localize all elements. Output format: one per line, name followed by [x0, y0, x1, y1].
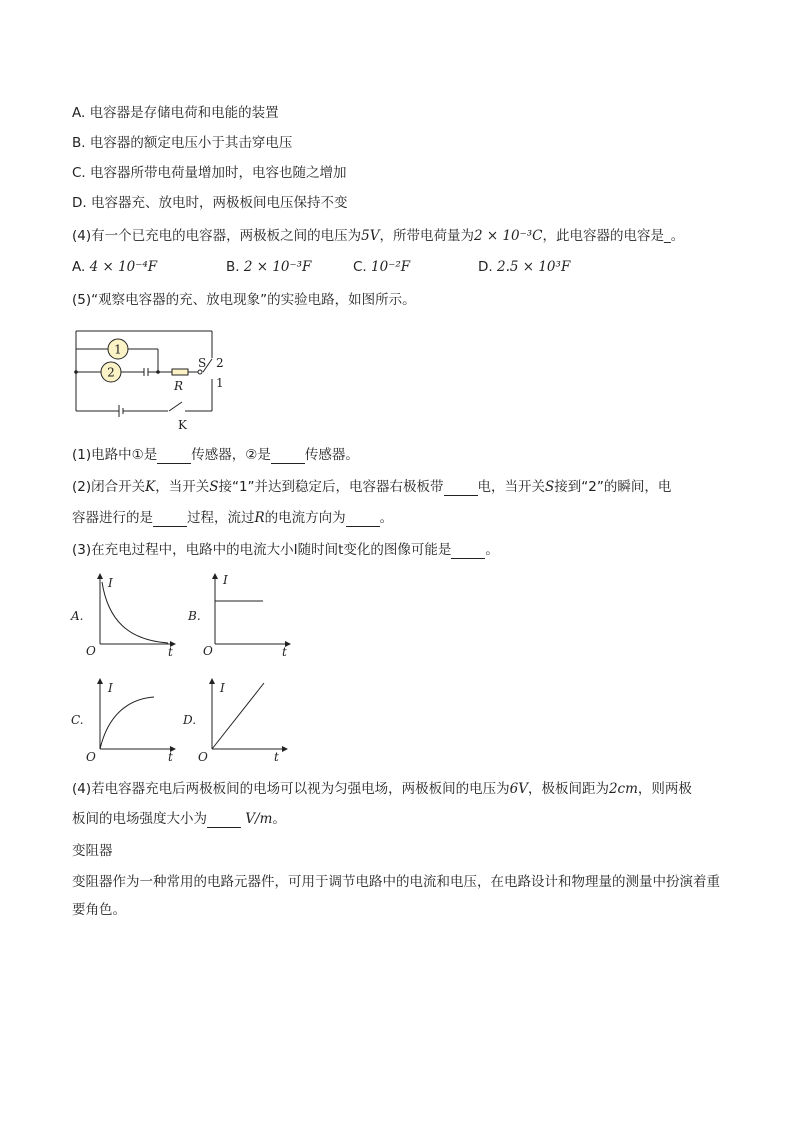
blank-2 — [271, 449, 305, 464]
sub-question-2-line-1: (2)闭合开关K，当开关S接“1”并达到稳定后，电容器右极板带 电，当开关S接到“2”的瞬间，电 — [72, 479, 672, 495]
graph-c — [68, 675, 183, 767]
section-title: 变阻器 — [72, 843, 113, 859]
section-body: 变阻器作为一种常用的电路元器件，可用于调节电路中的电流和电压，在电路设计和物理量的测量中扮演着重要角色。 — [72, 874, 720, 918]
curve-a — [102, 582, 168, 643]
sub-question-4-line-2: 板间的电场强度大小为 V/m。 — [72, 811, 286, 827]
switch-pos-2-label: 2 — [216, 356, 224, 370]
svg-text:C.: C. — [71, 713, 84, 727]
svg-text:O: O — [86, 750, 96, 764]
q4-option-d: D. 2.5 × 10³F — [478, 259, 571, 275]
curve-c — [100, 697, 154, 749]
question-4-stem — [72, 227, 684, 245]
circuit-diagram — [68, 325, 228, 433]
sub-question-1: (1)电路中①是 传感器，②是 传感器。 — [72, 447, 359, 463]
svg-text:D.: D. — [183, 713, 197, 727]
blank-5 — [346, 512, 380, 527]
svg-text:A.: A. — [71, 609, 84, 623]
sensor-2-label: 2 — [107, 365, 115, 380]
option-c: C. 电容器所带电荷量增加时，电容也随之增加 — [72, 165, 347, 181]
svg-text:O: O — [86, 644, 96, 658]
q4-option-b: B. 2 × 10⁻³F — [226, 259, 312, 275]
switch-k-label: K — [178, 418, 187, 432]
svg-text:I: I — [108, 681, 113, 695]
q4-charge: 2 × 10⁻³C — [473, 228, 543, 244]
sub-question-3: (3)在充电过程中，电路中的电流大小I随时间t变化的图像可能是 。 — [72, 542, 499, 558]
switch-pos-1-label: 1 — [216, 376, 224, 390]
q4-option-c: C. 10⁻²F — [353, 259, 411, 275]
resistor-r — [172, 369, 188, 375]
svg-text:O: O — [198, 750, 208, 764]
svg-text:I: I — [108, 576, 113, 590]
svg-text:t: t — [168, 750, 173, 764]
svg-text:t: t — [274, 750, 279, 764]
graph-b — [185, 570, 300, 662]
svg-text:t: t — [282, 645, 287, 659]
sensor-1-label: 1 — [114, 342, 122, 357]
blank-1 — [157, 449, 191, 464]
q4-stem-a: (4)有一个已充电的电容器，两极板之间的电压为 — [72, 228, 362, 244]
sub-question-2-line-2: 容器进行的是 过程，流过R的电流方向为 。 — [72, 510, 394, 526]
junction-top — [156, 370, 160, 374]
resistor-label: R — [174, 379, 184, 393]
q4-option-a: A. 4 × 10⁻⁴F — [72, 259, 158, 275]
sub-question-4-line-1: (4)若电容器充电后两极板间的电场可以视为匀强电场，两极板间的电压为6V，极板间距为2cm，则两极 — [72, 781, 692, 797]
svg-text:I: I — [220, 681, 225, 695]
blank-3 — [444, 481, 478, 496]
q4-stem-c: ，此电容器的电容是_。 — [542, 228, 685, 244]
option-d: D. 电容器充、放电时，两极板间电压保持不变 — [72, 195, 348, 211]
graph-a — [68, 570, 183, 662]
blank-4 — [153, 512, 187, 527]
svg-text:I: I — [223, 573, 228, 587]
question-5-stem: (5)“观察电容器的充、放电现象”的实验电路，如图所示。 — [72, 292, 416, 308]
blank-7 — [207, 813, 241, 828]
svg-text:t: t — [168, 645, 173, 659]
option-b: B. 电容器的额定电压小于其击穿电压 — [72, 135, 293, 151]
q4-stem-b: ，所带电荷量为 — [379, 228, 474, 244]
svg-text:O: O — [203, 644, 213, 658]
option-a: A. 电容器是存储电荷和电能的装置 — [72, 105, 279, 121]
graph-d — [180, 675, 295, 767]
switch-s-label: S — [198, 356, 207, 370]
junction-left — [74, 370, 78, 374]
q4-voltage: 5V — [361, 228, 380, 244]
svg-text:B.: B. — [188, 609, 201, 623]
blank-6 — [451, 544, 485, 559]
